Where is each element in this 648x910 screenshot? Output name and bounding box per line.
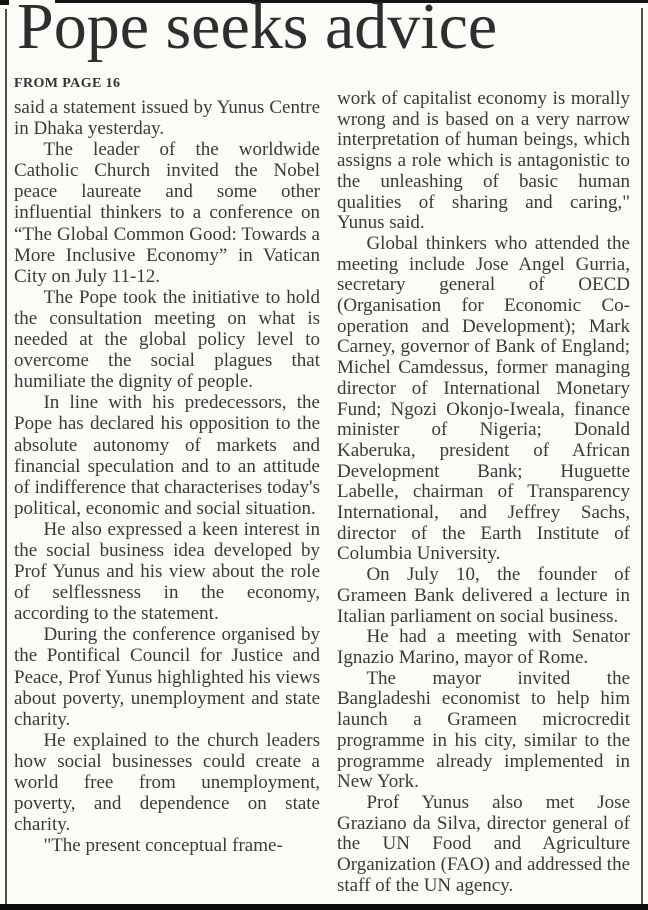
left-column-rule [5, 9, 7, 904]
paragraph: On July 10, the founder of Grameen Bank delivered a lecture in Italian parliament on social business. [337, 564, 630, 627]
paragraph: Prof Yunus also met Jose Graziano da Silva, director general of the UN Food and Agriculture Organization (FAO) and addressed the staff of the UN agency. [337, 791, 630, 896]
paragraph: Global thinkers who attended the meeting include Jose Angel Gurria, secretary general of OECD (Organisation for Economic Co-operation and Development); Mark Carney, governor of Bank of England; Michel Camdessus, former managing director of International Monetary Fund; Ngozi Okonjo-Iweala, finance minister of Nigeria; Donald Kaberuka, president of African Development Bank; Huguette Labelle, chairman of Transparency International, and Jeffrey Sachs, director of the Earth Institute of Columbia University. [337, 232, 630, 565]
paragraph: He had a meeting with Senator Ignazio Marino, mayor of Rome. [337, 626, 630, 668]
paragraph: The mayor invited the Bangladeshi economist to help him launch a Grameen microcredit programme in his city, similar to the programme already implemented in New York. [337, 667, 630, 793]
article-column-left [14, 97, 320, 896]
article-body [14, 88, 630, 896]
right-column-rule [641, 8, 643, 904]
paragraph: said a statement issued by Yunus Centre in Dhaka yesterday. [14, 97, 320, 140]
article-headline: Pope seeks advice [17, 0, 498, 63]
continued-from-label: FROM PAGE 16 [14, 76, 121, 91]
paragraph: He also expressed a keen interest in the social business idea developed by Prof Yunus and his view about the role of selflessness in the economy, according to the statement. [14, 518, 320, 625]
bottom-rule [0, 904, 648, 910]
paragraph: During the conference organised by the Pontifical Council for Justice and Peace, Prof Yunus highlighted his views about poverty, unemployment and state charity. [14, 624, 320, 730]
paragraph: "The present conceptual frame- [43, 835, 283, 857]
paragraph: The Pope took the initiative to hold the consultation meeting on what is needed at the global policy level to overcome the social plagues that humiliate the dignity of people. [14, 286, 320, 393]
paragraph: The leader of the worldwide Catholic Church invited the Nobel peace laureate and some other influential thinkers to a conference on “The Global Common Good: Towards a More Inclusive Economy” in Vatican City on July 11-12. [14, 139, 320, 287]
paragraph: He explained to the church leaders how social businesses could create a world free from unemployment, poverty, and dependence on state charity. [14, 729, 320, 836]
top-left-rule-mark [0, 0, 9, 5]
paragraph: In line with his predecessors, the Pope has declared his opposition to the absolute autonomy of markets and financial speculation and to an attitude of indifference that characterises today's political, economic and social situation. [14, 392, 320, 519]
paragraph: work of capitalist economy is morally wrong and is based on a very narrow interpretation of human beings, which assigns a role which is antagonistic to the unleashing of basic human qualities of sharing and caring," Yunus said. [337, 88, 630, 234]
article-column-right [337, 89, 630, 896]
